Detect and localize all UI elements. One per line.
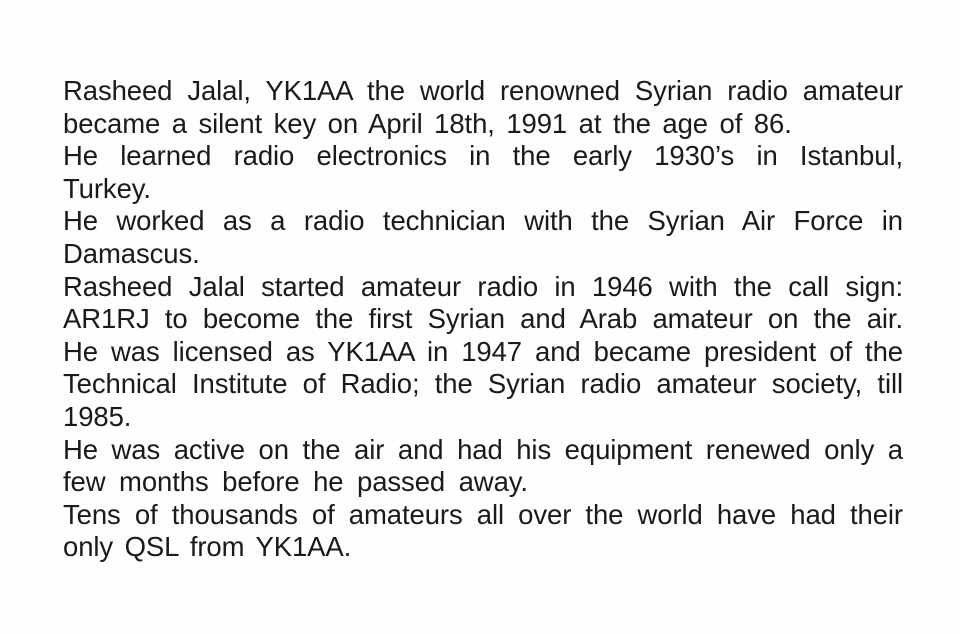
text-line: became a silent key on April 18th, 1991 at the age of 86.: [63, 107, 792, 139]
text-line: AR1RJ to become the first Syrian and Arab amateur on the air.: [63, 303, 903, 335]
text-line: He learned radio electronics in the early 1930’s in Istanbul,: [63, 140, 903, 172]
text-line: Damascus.: [63, 237, 200, 269]
memorial-text: [63, 75, 903, 564]
text-line: Rasheed Jalal, YK1AA the world renowned Syrian radio amateur: [63, 75, 903, 106]
text-line: few months before he passed away.: [63, 466, 528, 498]
text-line: Tens of thousands of amateurs all over the world have had their: [63, 498, 903, 530]
text-line: only QSL from YK1AA.: [63, 531, 352, 563]
text-line: 1985.: [63, 400, 132, 432]
text-line: He was active on the air and had his equipment renewed only a: [63, 433, 903, 465]
text-line: He was licensed as YK1AA in 1947 and became president of the: [63, 335, 903, 367]
text-line: He worked as a radio technician with the Syrian Air Force in: [63, 205, 903, 237]
text-line: Technical Institute of Radio; the Syrian radio amateur society, till: [63, 368, 903, 400]
text-line: Turkey.: [63, 172, 151, 204]
text-line: Rasheed Jalal started amateur radio in 1946 with the call sign:: [63, 270, 903, 302]
